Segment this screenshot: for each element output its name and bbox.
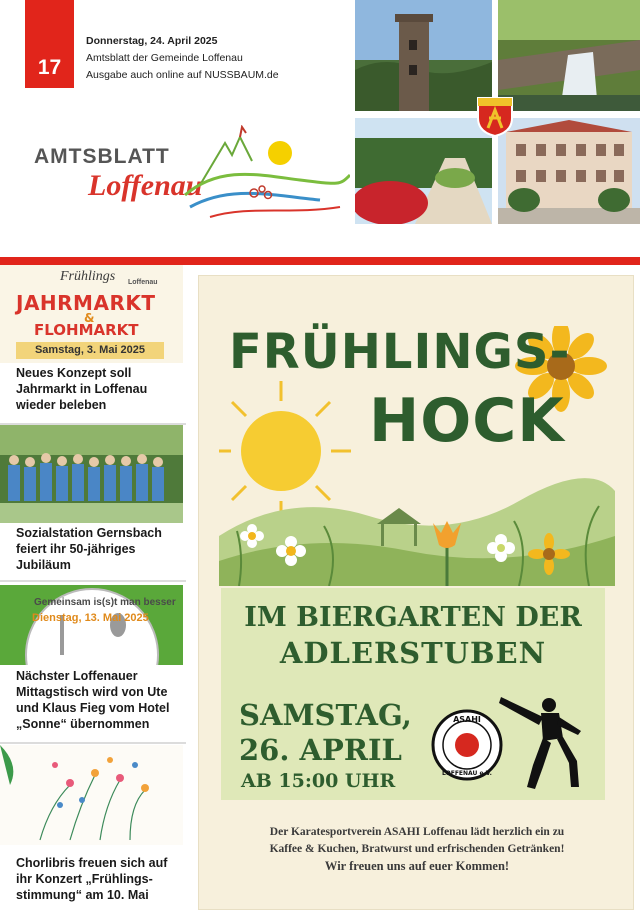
poster-location-line1: IM BIERGARTEN DER — [244, 602, 582, 633]
photo-garden — [355, 118, 492, 224]
logo-landscape-icon — [180, 125, 350, 225]
sidebar-headline[interactable]: Neues Konzept soll Jahrmarkt in Loffenau wieder beleben — [16, 366, 148, 412]
issue-date: Donnerstag, 24. April 2025 — [86, 35, 218, 47]
sidebar — [0, 265, 186, 910]
asahi-badge-icon — [433, 711, 501, 779]
amtsblatt-logo — [20, 125, 350, 230]
logo-loffenau-text: Loffenau — [88, 169, 203, 202]
header-divider — [0, 257, 640, 265]
sidebar-headline[interactable]: Chorlibris freuen sich auf ihr Konzert „Frühlings- stimmung“ am 10. Mai — [16, 856, 168, 902]
issue-badge — [25, 0, 74, 88]
header-meta — [86, 33, 279, 84]
flyer-date: Samstag, 3. Mai 2025 — [16, 342, 164, 359]
sidebar-item-jahrmarkt[interactable] — [0, 265, 186, 423]
jahrmarkt-flyer-image — [0, 265, 183, 363]
poster-invitation-text: Der Karatesportverein ASAHI Loffenau lädt herzlich ein zu Kaffee & Kuchen, Bratwurst und erfrischenden Getränken! Wir freuen uns auf euer Kommen! — [269, 826, 565, 873]
coat-of-arms-icon — [476, 94, 514, 138]
poster-title-line2: HOCK — [369, 386, 565, 456]
flowers-illustration-image — [0, 745, 183, 845]
poster-title-line1: FRÜHLINGS- — [229, 324, 571, 380]
poster-time: AB 15:00 UHR — [241, 770, 396, 792]
logo-amtsblatt-text: AMTSBLATT — [34, 145, 170, 168]
flyer-brand: Loffenau — [128, 279, 158, 286]
poster-info-band — [221, 588, 605, 800]
choir-group-photo — [0, 425, 183, 523]
flyer-date: Dienstag, 13. Mai 2025 — [32, 612, 149, 624]
flyer-arc-slogan: Gemeinsam is(s)t man besser — [34, 597, 176, 608]
sun-icon — [219, 381, 351, 521]
sidebar-item-sozialstation[interactable] — [0, 425, 186, 580]
issue-number: 17 — [37, 56, 62, 79]
poster-day: SAMSTAG, — [239, 698, 412, 732]
poster-date: 26. APRIL — [239, 733, 402, 767]
photo-waterfall — [498, 0, 640, 111]
photo-town-hall — [498, 118, 640, 224]
fruehlingshock-poster — [198, 275, 634, 910]
badge-top-text: ASAHI — [453, 715, 481, 724]
flyer-title-flohmarkt: FLOHMARKT — [34, 321, 139, 339]
issue-subtitle: Amtsblatt der Gemeinde Loffenau — [86, 52, 243, 64]
sidebar-item-mittagstisch[interactable] — [0, 585, 186, 740]
sidebar-headline[interactable]: Nächster Loffenauer Mittagstisch wird von Ute und Klaus Fieg vom Hotel „Sonne“ übernommen — [16, 669, 170, 731]
flyer-script-title: Frühlings — [60, 269, 116, 284]
sidebar-headline[interactable]: Sozialstation Gernsbach feiert ihr 50-jähriges Jubiläum — [16, 526, 162, 572]
sidebar-separator — [0, 580, 186, 582]
online-note[interactable]: Ausgabe auch online auf NUSSBAUM.de — [86, 69, 279, 81]
karate-kicker-icon — [499, 697, 581, 789]
mittagstisch-flyer-image — [0, 585, 183, 665]
flyer-ampersand: & — [84, 311, 95, 325]
photo-tower — [355, 0, 492, 111]
badge-bottom-text: LOFFENAU e.V. — [442, 770, 492, 777]
flyer-title-jahrmarkt: JAHRMARKT — [16, 291, 156, 315]
poster-location-line2: ADLERSTUBEN — [279, 636, 547, 670]
sidebar-separator — [0, 742, 186, 744]
karate-kicker-illustration — [431, 683, 601, 793]
sidebar-item-chorlibris[interactable] — [0, 745, 186, 905]
